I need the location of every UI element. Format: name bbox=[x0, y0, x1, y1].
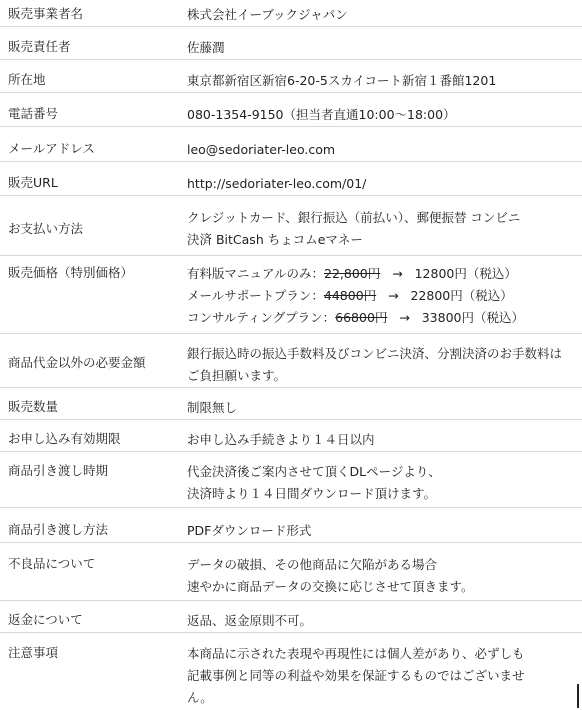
url-link[interactable]: http://sedoriater-leo.com/01/ bbox=[187, 176, 367, 191]
row-value bbox=[187, 37, 578, 59]
row-value bbox=[187, 104, 578, 126]
row-value bbox=[187, 263, 578, 329]
row-label: 商品引き渡し方法 bbox=[8, 522, 109, 537]
table-row bbox=[0, 520, 582, 543]
table-row bbox=[0, 4, 582, 27]
row-label: 所在地 bbox=[8, 72, 46, 87]
value-line: データの破損、その他商品に欠陥がある場合 bbox=[187, 557, 438, 572]
value-line: 銀行振込時の振込手数料及びコンビニ決済、分割決済のお手数料は bbox=[187, 346, 563, 361]
table-row bbox=[0, 343, 582, 388]
price-old: 44800円 bbox=[323, 288, 377, 303]
row-label: 商品引き渡し時期 bbox=[8, 463, 109, 478]
row-value bbox=[187, 429, 578, 451]
value-line: 決済時より１４日間ダウンロード頂けます。 bbox=[187, 486, 437, 501]
row-label: 販売事業者名 bbox=[8, 6, 84, 21]
row-value bbox=[187, 207, 578, 251]
row-value bbox=[187, 173, 578, 195]
table-row bbox=[0, 643, 582, 709]
table-row bbox=[0, 263, 582, 334]
row-label: 注意事項 bbox=[8, 645, 59, 660]
value-line: 佐藤潤 bbox=[187, 40, 225, 55]
price-line bbox=[187, 285, 578, 307]
row-value bbox=[187, 643, 578, 709]
value-line: PDFダウンロード形式 bbox=[187, 523, 312, 538]
value-line: 制限無し bbox=[187, 400, 238, 415]
row-label: 販売数量 bbox=[8, 399, 59, 414]
text-cursor bbox=[577, 684, 579, 708]
table-row bbox=[0, 461, 582, 508]
table-row bbox=[0, 173, 582, 196]
row-value bbox=[187, 343, 578, 387]
value-line: 株式会社イーブックジャパン bbox=[187, 7, 348, 22]
value-line: 代金決済後ご案内させて頂くDLページより、 bbox=[187, 464, 441, 479]
price-old: 66800円 bbox=[335, 310, 388, 325]
row-value bbox=[187, 520, 578, 542]
table-row bbox=[0, 554, 582, 601]
value-line: クレジットカード、銀行振込（前払い）、郵便振替 コンビニ bbox=[187, 210, 521, 225]
row-value bbox=[187, 610, 578, 632]
price-plan-name: メールサポートプラン： bbox=[187, 288, 324, 303]
row-value bbox=[187, 554, 578, 598]
row-value bbox=[187, 139, 578, 161]
price-plan-name: 有料版マニュアルのみ： bbox=[187, 266, 325, 281]
table-row bbox=[0, 610, 582, 633]
email-link[interactable]: leo@sedoriater-leo.com bbox=[187, 142, 336, 157]
value-line: ん。 bbox=[187, 690, 213, 705]
row-label: 電話番号 bbox=[8, 106, 59, 121]
arrow-icon: → bbox=[392, 266, 403, 281]
table-row bbox=[0, 139, 582, 162]
value-line: お申し込み手続きより１４日以内 bbox=[187, 432, 375, 447]
value-line: 決済 BitCash ちょコムeマネー bbox=[187, 232, 363, 247]
row-label: 不良品について bbox=[8, 556, 96, 571]
table-row bbox=[0, 104, 582, 127]
price-line bbox=[187, 263, 578, 285]
price-old: 22,800円 bbox=[324, 266, 381, 281]
row-label: 販売責任者 bbox=[8, 39, 71, 54]
value-line: 記載事例と同等の利益や効果を保証するものではございませ bbox=[187, 668, 525, 683]
row-value bbox=[187, 397, 578, 419]
row-label: 販売価格（特別価格） bbox=[8, 265, 134, 280]
table-row bbox=[0, 429, 582, 452]
row-label: 販売URL bbox=[8, 175, 58, 190]
price-new: 22800円（税込） bbox=[410, 288, 513, 303]
price-line bbox=[187, 307, 578, 329]
row-value bbox=[187, 4, 578, 26]
arrow-icon: → bbox=[399, 310, 410, 325]
row-label: 商品代金以外の必要金額 bbox=[8, 355, 146, 370]
table-row bbox=[0, 37, 582, 60]
value-line: 東京都新宿区新宿6-20-5スカイコート新宿１番館1201 bbox=[187, 73, 497, 88]
value-line: 返品、返金原則不可。 bbox=[187, 613, 313, 628]
value-line: ご負担願います。 bbox=[187, 368, 287, 383]
row-value bbox=[187, 70, 578, 92]
price-new: 12800円（税込） bbox=[414, 266, 517, 281]
arrow-icon: → bbox=[388, 288, 399, 303]
value-line: 080-1354-9150（担当者直通10:00～18:00） bbox=[187, 107, 456, 122]
value-line: 速やかに商品データの交換に応じさせて頂きます。 bbox=[187, 579, 474, 594]
row-label: メールアドレス bbox=[8, 141, 95, 156]
price-plan-name: コンサルティングプラン： bbox=[187, 310, 336, 325]
row-label: お申し込み有効期限 bbox=[8, 431, 121, 446]
table-row bbox=[0, 207, 582, 256]
row-value bbox=[187, 461, 578, 505]
row-label: 返金について bbox=[8, 612, 83, 627]
row-label: お支払い方法 bbox=[8, 221, 84, 236]
price-new: 33800円（税込） bbox=[421, 310, 524, 325]
value-line: 本商品に示された表現や再現性には個人差があり、必ずしも bbox=[187, 646, 525, 661]
table-row bbox=[0, 70, 582, 93]
table-row bbox=[0, 397, 582, 420]
